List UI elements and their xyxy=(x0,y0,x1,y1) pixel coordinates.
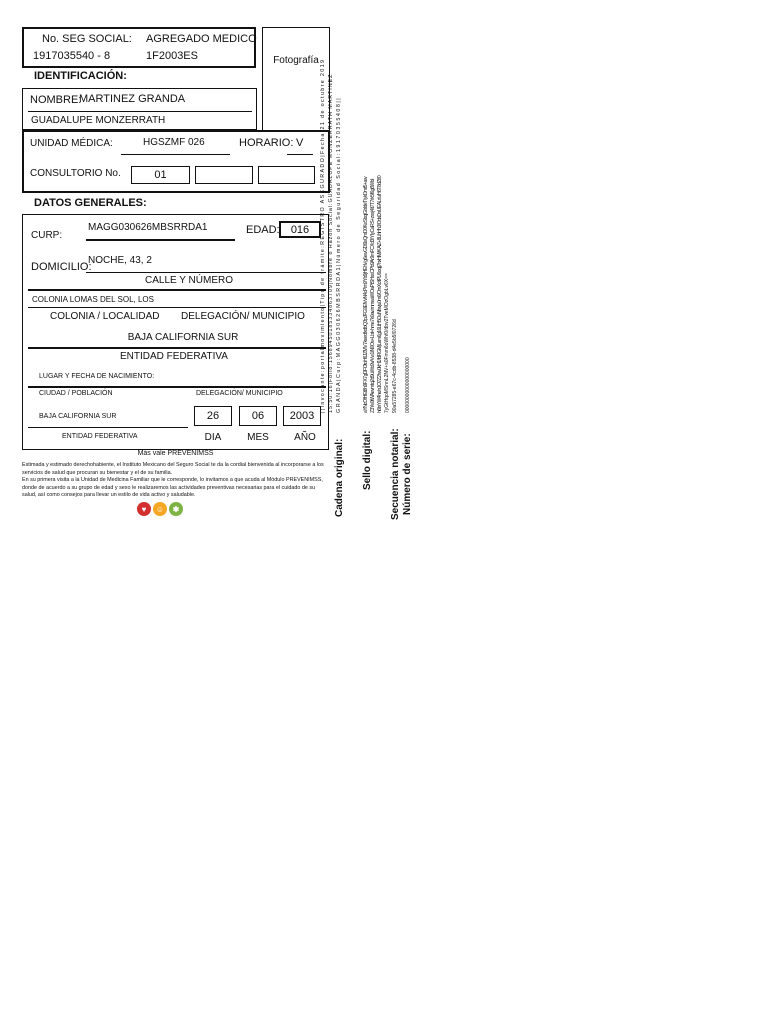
nombre-label: NOMBRE: xyxy=(30,94,82,106)
datos-generales-title: DATOS GENERALES: xyxy=(34,197,147,209)
curp-underline xyxy=(86,239,235,241)
entidad-rule xyxy=(28,347,326,349)
sello-text-3: h6tnYW4he/n1O7Z2hw0kH1/fdRGMjLam6g16LtH5OuNfsvju0m6/OrnXc/tPL/6oqlj7hxHMi/KAiZ+8LihHh3/OdsDnUEALr/u/H6T8dZf/0 xyxy=(377,175,383,413)
domicilio-value: NOCHE, 43, 2 xyxy=(88,255,152,266)
anio-box: 2003 xyxy=(283,406,321,426)
nac-entidad-value: BAJA CALIFORNIA SUR xyxy=(39,413,117,420)
colonia-underline xyxy=(28,307,326,308)
notice-paragraph-1: Estimada y estimado derechohabiente, el Instituto Mexicano del Seguro Social te da la cordial bienvenida al incorporarse a los servicios de salud que procuran su bienestar y el de su familia. xyxy=(22,462,324,476)
nombre-line1: MARTINEZ GRANDA xyxy=(79,93,186,105)
nac-entidad-caption: ENTIDAD FEDERATIVA xyxy=(62,433,138,440)
sello-text-4: 7yGtHqoMSnnL2NV+s0Fmm6oWhf0/dbv2TveMOzOgbLv6X== xyxy=(384,273,390,413)
consultorio-empty-box-2 xyxy=(258,166,315,184)
horario-underline xyxy=(287,154,313,155)
identificacion-title: IDENTIFICACIÓN: xyxy=(34,70,127,82)
consultorio-value-box: 01 xyxy=(131,166,190,184)
sello-text-1: aYNcOfHEt8h9FX7gDFOtoH6JZMV7keedfxdbQ3pJFG9EfVvN4cPim9Yb9jHEhVg6ewGDi9xQmD0KeSbqjGbIdeT/ykDmt5+aw xyxy=(363,176,369,413)
curp-label: CURP: xyxy=(31,230,63,241)
nac-entidad-underline xyxy=(28,427,188,428)
horario-value: V xyxy=(296,137,304,149)
consultorio-label: CONSULTORIO No. xyxy=(30,168,121,179)
secuencia-label: Secuencia notarial: xyxy=(390,428,401,520)
domicilio-underline xyxy=(86,272,326,273)
prevenimss-logos xyxy=(137,502,183,516)
delegacion-caption: DELEGACIÓN/ MUNICIPIO xyxy=(181,311,305,322)
cadena-text-1: ||Invocante:portalmovimiento|Tipo de trámite:REGISTRO ASEGURADO|Fecha:21 de octubre 2019 xyxy=(320,58,326,413)
calle-caption: CALLE Y NÚMERO xyxy=(145,275,233,286)
ciudad-caption: CIUDAD / POBLACIÓN xyxy=(39,390,113,397)
heart-logo-icon: ♥ xyxy=(137,502,151,516)
calle-rule xyxy=(28,289,326,291)
mes-caption: MES xyxy=(247,432,269,443)
entidad-value: BAJA CALIFORNIA SUR xyxy=(127,332,239,343)
nombre-line2: GUADALUPE MONZERRATH xyxy=(31,115,166,126)
edad-value-box: 016 xyxy=(279,221,321,238)
unidad-label: UNIDAD MÉDICA: xyxy=(30,138,113,149)
cadena-text-3: GRANDA|Curp:MAGG030626MBSRRDA1|Número de Seguridad Social:19170355408|| xyxy=(336,96,342,413)
cadena-text-2: 15:50:16|Folio:15689450185334863709|Nombre o Razón Social:GUADALUPE MONZERRATH MARTINEZ xyxy=(328,73,334,413)
dia-caption: DIA xyxy=(204,432,222,443)
sello-label: Sello digital: xyxy=(362,430,373,490)
entidad-caption: ENTIDAD FEDERATIVA xyxy=(120,351,228,362)
mes-box: 06 xyxy=(239,406,277,426)
welcome-notice xyxy=(22,462,327,500)
domicilio-label: DOMICILIO: xyxy=(31,261,92,273)
dia-box: 26 xyxy=(194,406,232,426)
tipo-value: 1F2003ES xyxy=(146,50,198,62)
nombre-underline xyxy=(28,111,252,112)
nss-label: No. SEG SOCIAL: xyxy=(42,33,132,45)
cadena-label: Cadena original: xyxy=(334,438,345,517)
sello-text-2: Z3Ye0tWAevmtq2d9uWo9v/Vw1iN0Os+Lbt+hme7k0awmmeaWOaPtSHsxCPb9Ar9mFCXd3/YIyCaRS+zxxj4/t7T7rk5f6g8WbI xyxy=(370,178,376,413)
anio-caption: AÑO xyxy=(294,432,316,443)
secuencia-text: 90a57285-e67c-4cdb-8538-d4e5b5f0726d xyxy=(392,319,398,413)
serie-label: Número de serie: xyxy=(402,433,413,515)
unidad-underline xyxy=(121,154,230,155)
nss-value: 1917035540 - 8 xyxy=(33,50,111,62)
photo-label: Fotografía xyxy=(273,55,319,66)
prevenimss-slogan: Más vale PREVENIMSS xyxy=(137,450,214,457)
serie-text: 00000000000000000000 xyxy=(405,357,411,413)
curp-value: MAGG030626MBSRRDA1 xyxy=(88,222,208,233)
nacimiento-label: LUGAR Y FECHA DE NACIMIENTO: xyxy=(39,373,155,380)
horario-label: HORARIO: xyxy=(239,137,294,149)
unidad-value: HGSZMF 026 xyxy=(143,137,205,148)
consultorio-empty-box-1 xyxy=(195,166,253,184)
runner-logo-icon: ✱ xyxy=(169,502,183,516)
tipo-label: AGREGADO MEDICO xyxy=(146,33,257,45)
colonia-caption: COLONIA / LOCALIDAD xyxy=(50,311,160,322)
nacimiento-rule xyxy=(28,386,326,388)
smile-logo-icon: ☺ xyxy=(153,502,167,516)
notice-paragraph-2: En su primera visita a la Unidad de Medicina Familiar que le corresponde, lo invitamos a que acuda al Módulo PREVENIMSS, donde de acuerdo a su grupo de edad y sexo le realizaremos las actividades preventivas necesarias para el cuidado de su salud, así como consejos para llevar un estilo de vida activo y saludable. xyxy=(22,477,323,499)
edad-label: EDAD: xyxy=(246,224,280,236)
colonia-value: COLONIA LOMAS DEL SOL, LOS xyxy=(32,295,154,304)
nac-delegacion-caption: DELEGACIÓN/ MUNICIPIO xyxy=(196,390,283,397)
